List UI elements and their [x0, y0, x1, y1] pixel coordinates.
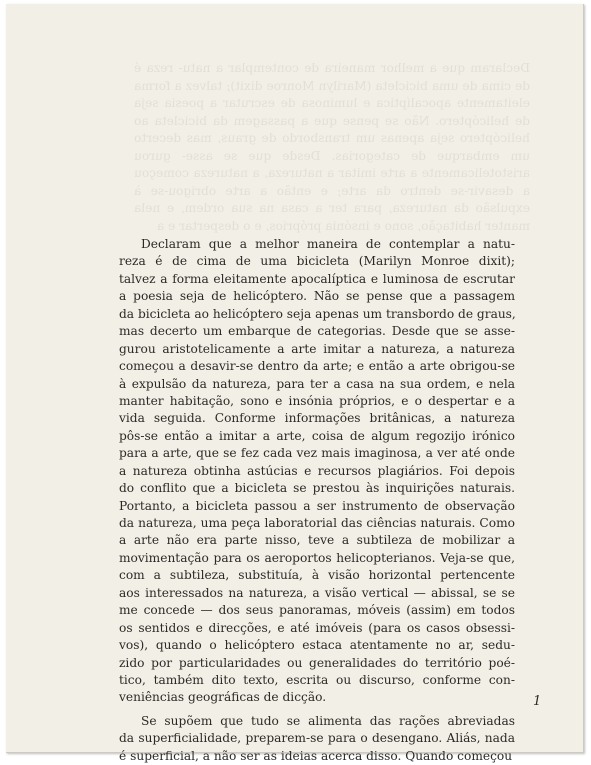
- page-number: 1: [533, 694, 542, 709]
- paragraph-1-line: vida seguida. Conforme informações britânicas, a natureza: [119, 411, 515, 426]
- show-through-text: Declaram que a melhor maneira de contemplar a natu- reza é de cima de uma bicicleta (Marilyn Monroe dixit); talvez a forma eleitamente apocalíptica e luminosa de escrutar a poesia seja de helicóptero. Não se pense que a passagem da bicicleta ao helicóptero seja apenas um transbordo de graus, mas decerto um embarque de categorias. Desde que se asse- gurou aristotelicamente a arte imitar a natureza, a natureza começou a desavir-se dentro da arte; e então a arte obrigou-se à expulsão da natureza, para ter a casa na sua ordem, e nela manter habitação, sono e insónia próprios, e o despertar e a: [134, 61, 530, 233]
- paragraph-1-line: Declaram que a melhor maneira de contemplar a natu-: [141, 237, 515, 251]
- paragraph-1-line: veniências geográficas de dicção.: [119, 690, 327, 705]
- paragraph-1-line: Portanto, a bicicleta passou a ser instrumento de observação: [119, 498, 515, 513]
- paragraph-1-line: começou a desavir-se dentro da arte; e então a arte obrigou-se: [119, 359, 515, 374]
- paragraph-1-line: movimentação para os aeroportos helicopterianos. Veja-se que,: [119, 550, 515, 565]
- paragraph-1-line: a arte não era parte nisso, teve a subtileza de mobilizar a: [119, 533, 515, 548]
- body-text: [119, 236, 515, 765]
- paragraph-2-line: é superficial, a não ser as ideias acerca disso. Quando começou: [119, 748, 513, 763]
- paragraph-1-line: para a arte, que se fez cada vez mais imaginosa, a ver até onde: [119, 446, 515, 461]
- paragraph-1-line: da natureza, uma peça laboratorial das ciências naturais. Como: [119, 516, 515, 530]
- paragraph-1-line: vos), quando o helicóptero estaca atentamente no ar, sedu-: [119, 638, 515, 653]
- paragraph-1-line: à expulsão da natureza, para ter a casa na sua ordem, e nela: [119, 376, 515, 391]
- paragraph-1-line: mas decerto um embarque de categorias. Desde que se asse-: [119, 324, 515, 339]
- paragraph-2-line: da superficialidade, preparem-se para o desengano. Aliás, nada: [119, 731, 515, 746]
- document-page: [6, 4, 584, 763]
- paragraph-2-line: Se supõem que tudo se alimenta das rações abreviadas: [141, 713, 515, 728]
- paragraph-1-line: manter habitação, sono e insónia próprios, e o despertar e a: [119, 393, 515, 408]
- paragraph-1-line: talvez a forma eleitamente apocalíptica e luminosa de escrutar: [119, 271, 515, 286]
- paragraph-1-line: tico, também dito texto, escrita ou discurso, conforme con-: [119, 672, 515, 687]
- paragraph-1-line: reza é de cima de uma bicicleta (Marilyn Monroe dixit);: [119, 254, 515, 269]
- paragraph-2: [119, 713, 515, 765]
- paragraph-1-line: com a subtileza, substituía, à visão horizontal pertencente: [119, 568, 515, 583]
- paragraph-1-line: zido por particularidades ou generalidades do território poé-: [119, 655, 515, 670]
- paragraph-1: [119, 236, 515, 707]
- paragraph-1-line: os sentidos e direcções, e até imóveis (para os casos obsessi-: [119, 620, 515, 635]
- paragraph-1-line: da bicicleta ao helicóptero seja apenas um transbordo de graus,: [119, 306, 516, 321]
- paragraph-1-line: do conflito que a bicicleta se prestou às inquirições naturais.: [119, 481, 515, 496]
- paragraph-1-line: me concede — dos seus panoramas, móveis (assim) em todos: [119, 603, 515, 618]
- paragraph-1-line: a natureza obtinha astúcias e recursos plagiários. Foi depois: [119, 463, 515, 478]
- paragraph-1-line: aos interessados na natureza, a visão vertical — abissal, se se: [119, 585, 515, 600]
- paragraph-1-line: pôs-se então a imitar a arte, coisa de algum regozijo irónico: [119, 428, 515, 443]
- paragraph-1-line: gurou aristotelicamente a arte imitar a natureza, a natureza: [119, 341, 515, 356]
- paragraph-1-line: a poesia seja de helicóptero. Não se pense que a passagem: [119, 289, 515, 304]
